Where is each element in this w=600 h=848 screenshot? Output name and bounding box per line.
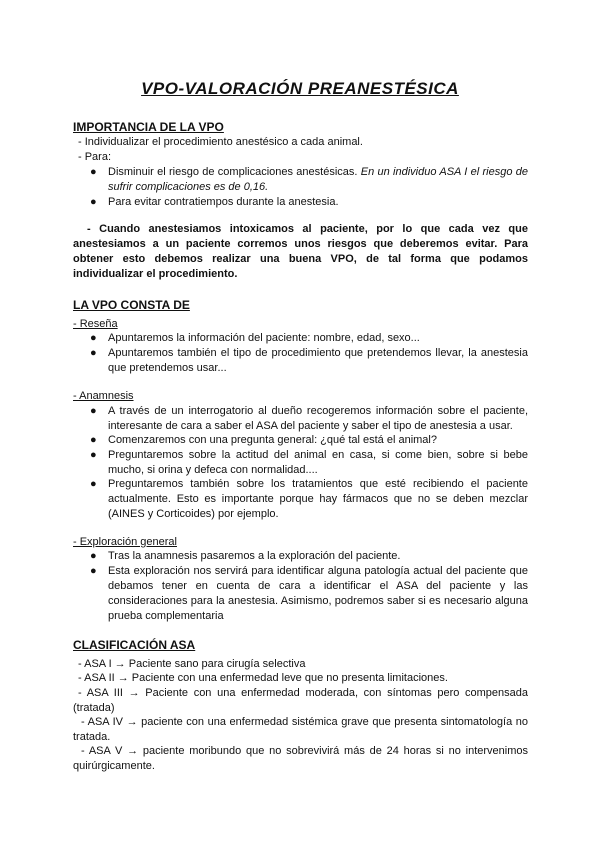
text-disminuir-riesgo [108,165,528,195]
page-title: VPO-VALORACIÓN PREANESTÉSICA [141,79,459,98]
heading-vpo-consta: LA VPO CONSTA DE [73,298,190,312]
text-asa-4: - ASA IV → paciente con una enfermedad sistémica grave que presenta sintomatología no tratada. [73,716,528,743]
bullet-icon: ● [90,166,97,178]
text-evitar: Para evitar contratiempos durante la anestesia. [108,196,339,208]
text-resena-info: Apuntaremos la información del paciente: nombre, edad, sexo... [108,332,420,344]
text-asa-1: - ASA I → Paciente sano para cirugía selectiva [78,658,306,670]
text-asa-2: - ASA II → Paciente con una enfermedad leve que no presenta limitaciones. [78,672,448,684]
bullet-icon: ● [90,565,97,577]
bullet-icon: ● [90,347,97,359]
subheading-resena: - Reseña [73,318,118,330]
heading-clasificacion-asa: CLASIFICACIÓN ASA [73,638,196,652]
text-asa-3: - ASA III → Paciente con una enfermedad moderada, con síntomas pero compensada (tratada) [73,687,528,714]
text-exploracion-tras: Tras la anamnesis pasaremos a la exploración del paciente. [108,550,401,562]
heading-importancia: IMPORTANCIA DE LA VPO [73,120,224,134]
bullet-icon: ● [90,405,97,417]
text-asa-riesgo: En un individuo ASA I el riesgo de sufrir complicaciones es de 0,16. [108,166,529,193]
subheading-anamnesis: - Anamnesis [73,390,134,402]
subheading-exploracion: - Exploración general [73,536,177,548]
text-anamnesis-tratamientos: Preguntaremos también sobre los tratamientos que esté recibiendo el paciente actualmente. Esto es importante porque hay fármacos que no se deben mezclar (AINES y Corticoides) por ejemplo. [108,478,528,520]
bullet-icon: ● [90,550,97,562]
paragraph-anestesiamos: - Cuando anestesiamos intoxicamos al paciente, por lo que cada vez que anestesiamos a un paciente corremos unos riesgos que deberemos evitar. Para obtener esto debemos realizar una buena VPO, de tal forma que podamos individualizar el procedimiento. [73,223,528,280]
bullet-icon: ● [90,196,97,208]
text-resena-procedimiento: Apuntaremos también el tipo de procedimiento que pretendemos llevar, la anestesia que pretendemos usar... [108,347,528,374]
bullet-icon: ● [90,332,97,344]
text-anamnesis-actitud: Preguntaremos sobre la actitud del animal en casa, si come bien, sobre si bebe mucho, si orina y defeca con normalidad.... [108,449,528,476]
text-anamnesis-pregunta: Comenzaremos con una pregunta general: ¿qué tal está el animal? [108,434,437,446]
text-individualizar: - Individualizar el procedimiento anestésico a cada animal. [78,136,363,148]
text-anamnesis-interrogatorio: A través de un interrogatorio al dueño recogeremos información sobre el paciente, interesante de cara a saber el ASA del paciente y saber el tipo de anestesia a usar. [108,405,528,432]
text-exploracion-patologia: Esta exploración nos servirá para identificar alguna patología actual del paciente que debamos tener en cuenta de cara a identificar el ASA del paciente y las consideraciones para la anestesia. Asimismo, podremos saber si es necesario alguna prueba complementaria [108,565,528,622]
text-asa-5: - ASA V → paciente moribundo que no sobrevivirá más de 24 horas si no intervenimos quirúrgicamente. [73,745,528,772]
bullet-icon: ● [90,434,97,446]
text-disminuir: Disminuir el riesgo de complicaciones anestésicas. [108,166,361,178]
bullet-icon: ● [90,478,97,490]
text-para: - Para: [78,151,112,163]
bullet-icon: ● [90,449,97,461]
